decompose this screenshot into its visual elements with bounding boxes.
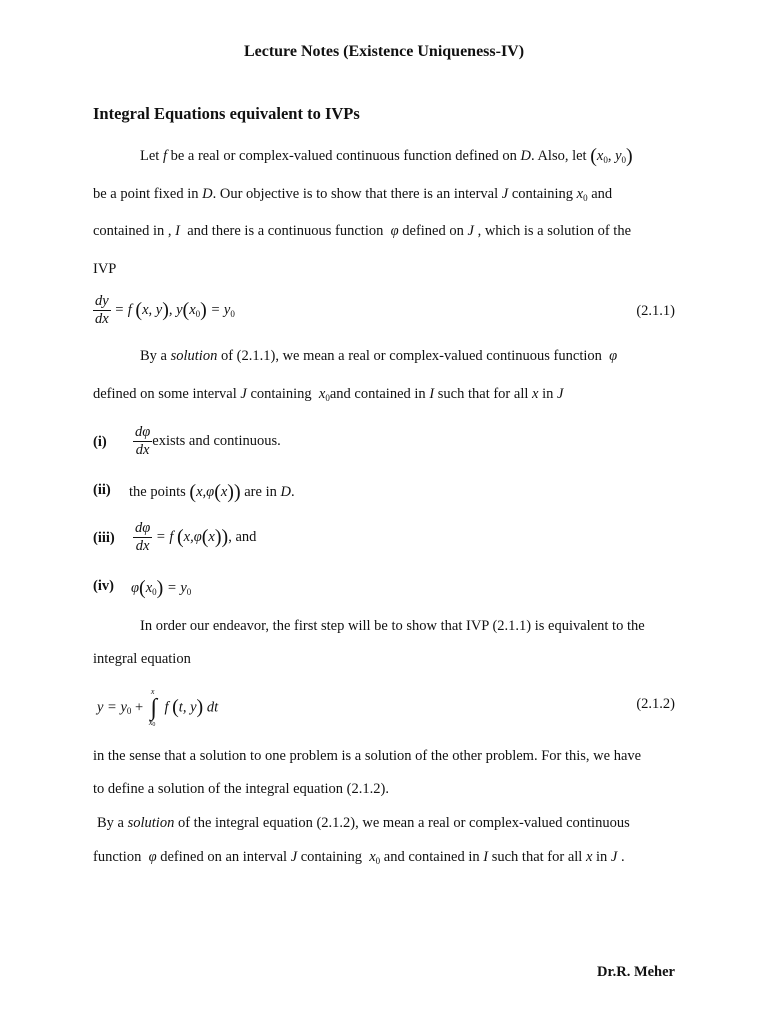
- footer-author: Dr.R. Meher: [597, 964, 675, 980]
- condition-iv: $\varphi(x_0) = y_0$: [131, 577, 192, 599]
- condition-i: $\frac{d\varphi}{dx}$ exists and continuous.: [135, 424, 281, 458]
- para1-line1: Let f be a real or complex-valued continuous function defined on D. Also, let ($x_0$, $y_0$): [140, 145, 633, 167]
- para1-line2: be a point fixed in D. Our objective is to show that there is an interval J containing $x_0$ and: [93, 186, 613, 203]
- para4-line1: in the sense that a solution to one problem is a solution of the other problem. For this, we have: [93, 748, 642, 764]
- para1-line4: IVP: [93, 261, 117, 277]
- condition-iii: $\frac{d\varphi}{dx}$ = f (x,φ(x)), and: [135, 520, 257, 554]
- integral-sign: x ∫ x0: [148, 687, 158, 728]
- para4-line2: to define a solution of the integral equation (2.1.2).: [93, 781, 389, 797]
- condition-iv-label: (iv): [93, 578, 114, 594]
- para3-line1: In order our endeavor, the first step will be to show that IVP (2.1.1) is equivalent to the: [140, 618, 645, 634]
- condition-ii: the points (x,φ(x)) are in D.: [129, 481, 295, 503]
- equation-2-1-1: $\frac{dy}{dx}$ = f (x, y), $y(x_0) = y_0$: [95, 293, 235, 327]
- condition-iii-label: (iii): [93, 530, 115, 546]
- condition-ii-label: (ii): [93, 482, 111, 498]
- section-heading: Integral Equations equivalent to IVPs: [93, 104, 360, 123]
- para1-line3: contained in , I and there is a continuous function φ defined on J , which is a solution of the: [93, 223, 632, 239]
- para2-line1: By a solution of (2.1.1), we mean a real or complex-valued continuous function φ: [140, 348, 618, 364]
- equation-number-2-1-1: (2.1.1): [636, 303, 675, 319]
- dphi-dx-fraction: $\frac{d\varphi}{dx}$: [135, 424, 151, 458]
- dphi-dx-fraction: $\frac{d\varphi}{dx}$: [135, 520, 151, 554]
- equation-2-1-2: $y = y_0$ + x ∫ x0 f (t, y) dt: [97, 687, 219, 728]
- para5-line1: By a solution of the integral equation (2.1.2), we mean a real or complex-valued continuous: [97, 815, 630, 831]
- dy-dx-fraction: $\frac{dy}{dx}$: [95, 293, 109, 327]
- para3-line2: integral equation: [93, 651, 191, 667]
- page-title: Lecture Notes (Existence Uniqueness-IV): [243, 43, 525, 60]
- condition-i-label: (i): [93, 434, 107, 450]
- equation-number-2-1-2: (2.1.2): [636, 696, 675, 712]
- para5-line2: function φ defined on an interval J containing $x_0$ and contained in I such that for all x in J .: [93, 849, 625, 866]
- para2-line2: defined on some interval J containing $x_0and$ contained in I such that for all x in J: [93, 386, 564, 403]
